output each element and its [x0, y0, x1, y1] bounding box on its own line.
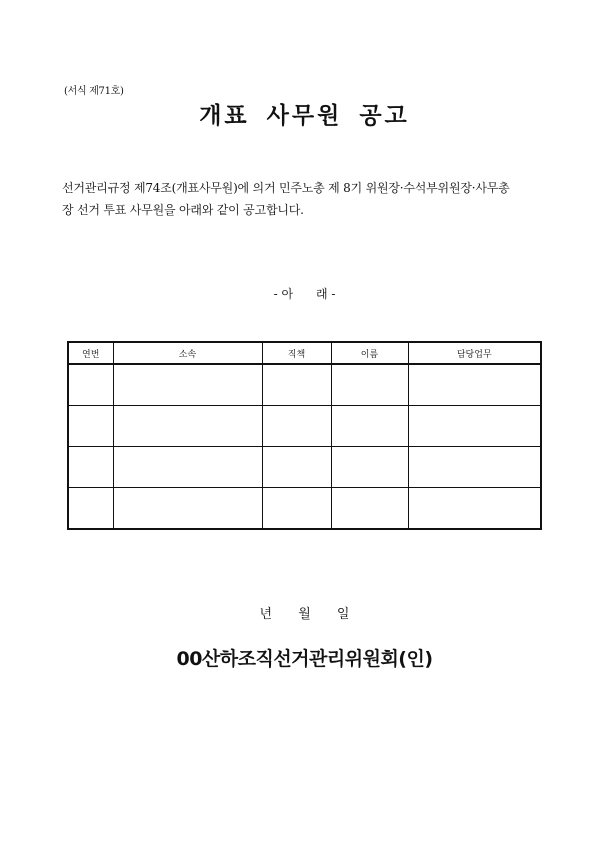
- column-header-position: 직책: [262, 342, 331, 364]
- table-cell: [262, 406, 331, 447]
- committee-signature: 00산하조직선거관리위원회(인): [176, 648, 433, 670]
- staff-table: [67, 341, 542, 530]
- form-number: (서식 제71호): [64, 86, 124, 97]
- table-row: [68, 447, 541, 488]
- column-header-affiliation: 소속: [113, 342, 262, 364]
- table-row: [68, 488, 541, 530]
- table-cell: [408, 406, 541, 447]
- table-cell: [408, 447, 541, 488]
- table-cell: [113, 406, 262, 447]
- announcement-body: [62, 177, 552, 221]
- page-title: 개표 사무원 공고: [199, 103, 410, 129]
- table-cell: [113, 447, 262, 488]
- table-cell: [68, 488, 113, 530]
- table-header-row: [68, 342, 541, 364]
- table-cell: [262, 364, 331, 406]
- announcement-line: 장 선거 투표 사무원을 아래와 같이 공고합니다.: [62, 203, 304, 217]
- table-cell: [113, 364, 262, 406]
- table-row: [68, 364, 541, 406]
- table-cell: [68, 364, 113, 406]
- table-row: [68, 406, 541, 447]
- date-line: 년 월 일: [259, 607, 350, 622]
- column-header-duty: 담당업무: [408, 342, 541, 364]
- announcement-line: 선거관리규정 제74조(개표사무원)에 의거 민주노총 제 8기 위원장·수석부위원장·사무총: [62, 181, 510, 195]
- table-cell: [331, 406, 408, 447]
- column-header-name: 이름: [331, 342, 408, 364]
- table-cell: [408, 364, 541, 406]
- table-cell: [331, 364, 408, 406]
- table-cell: [262, 488, 331, 530]
- table-cell: [331, 488, 408, 530]
- column-header-number: 연번: [68, 342, 113, 364]
- table-cell: [262, 447, 331, 488]
- table-cell: [408, 488, 541, 530]
- below-heading: - 아 래 -: [273, 287, 336, 301]
- table-cell: [68, 447, 113, 488]
- table-cell: [331, 447, 408, 488]
- table-cell: [113, 488, 262, 530]
- table-cell: [68, 406, 113, 447]
